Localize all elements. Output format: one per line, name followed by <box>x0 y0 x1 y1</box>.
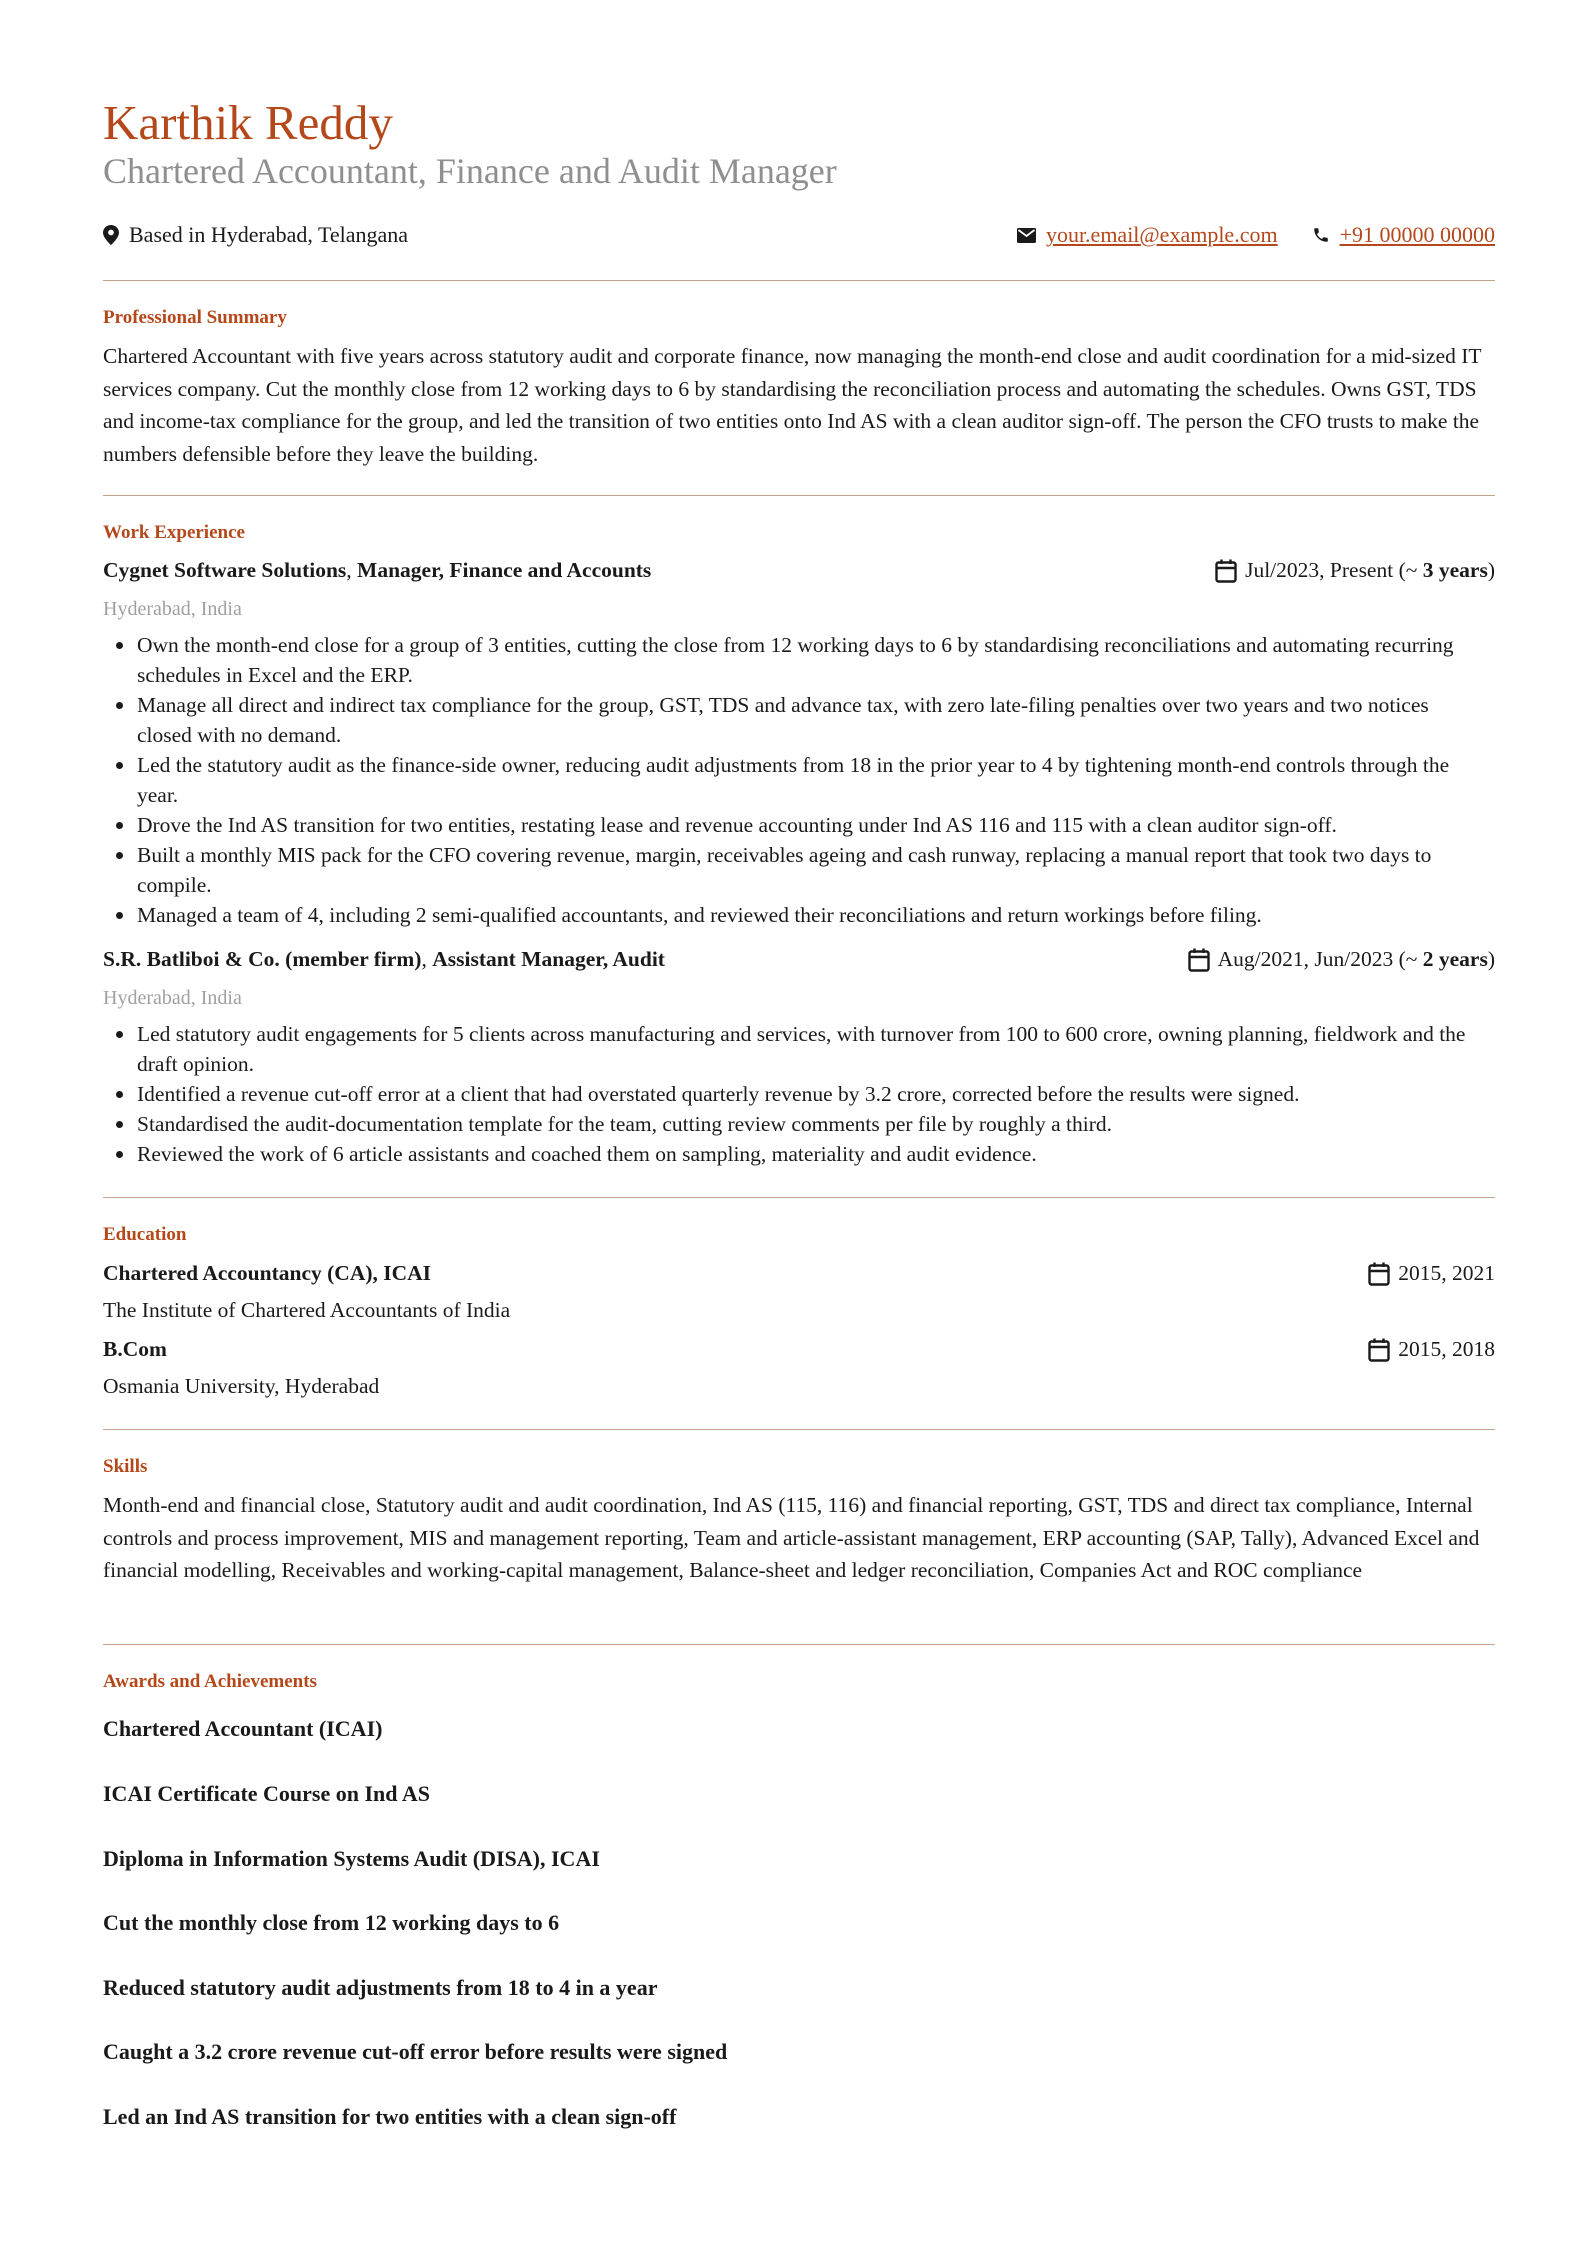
job-company: S.R. Batliboi & Co. (member firm) <box>103 947 422 971</box>
summary-text: Chartered Accountant with five years across statutory audit and corporate finance, now managing the month-end close and audit coordination for a mid-sized IT services company. Cut the monthly close from 12 working days to 6 by standardising the reconciliation process and automating the schedules. Owns GST, TDS and income-tax compliance for the group, and led the transition of two entities onto Ind AS with a clean auditor sign-off. The person the CFO trusts to make the numbers defensible before they leave the building. <box>103 344 1482 466</box>
education-heading: Education <box>103 1224 187 1245</box>
divider <box>103 1644 1495 1645</box>
skills-text: Month-end and financial close, Statutory audit and audit coordination, Ind AS (115, 116) and financial reporting, GST, TDS and direct tax compliance, Internal controls and process improvement, MIS and management reporting, Team and article-assistant management, ERP accounting (SAP, Tally), Advanced Excel and financial modelling, Receivables and working-capital management, Balance-sheet and ledger reconciliation, Companies Act and ROC compliance <box>103 1493 1480 1582</box>
summary-heading: Professional Summary <box>103 307 287 328</box>
education-header <box>103 1337 1495 1367</box>
job-company: Cygnet Software Solutions <box>103 558 347 582</box>
phone-icon <box>1312 226 1330 244</box>
map-pin-icon <box>103 225 119 245</box>
degree-name: B.Com <box>103 1337 167 1361</box>
candidate-name: Karthik Reddy <box>103 95 393 150</box>
divider <box>103 495 1495 496</box>
education-degree <box>103 1337 167 1362</box>
email-link[interactable]: your.email@example.com <box>1045 222 1278 247</box>
job-role: Assistant Manager, Audit <box>432 947 665 971</box>
job-header <box>103 558 1495 588</box>
divider <box>103 280 1495 281</box>
job-duration: 3 years <box>1422 558 1488 582</box>
education-institution: The Institute of Chartered Accountants of India <box>103 1298 511 1322</box>
award-item: Led an Ind AS transition for two entities with a clean sign-off <box>103 2104 677 2129</box>
education-date-text: 2015, 2021 <box>1398 1261 1495 1285</box>
awards-heading: Awards and Achievements <box>103 1671 317 1692</box>
award-item: Chartered Accountant (ICAI) <box>103 1716 383 1741</box>
job-dates <box>1188 947 1495 972</box>
job-dates <box>1215 558 1495 583</box>
divider <box>103 1197 1495 1198</box>
list-item: Reviewed the work of 6 article assistants and coached them on sampling, materiality and audit evidence. <box>103 1139 1495 1169</box>
job-title <box>103 558 651 583</box>
skills-heading: Skills <box>103 1456 148 1477</box>
candidate-title: Chartered Accountant, Finance and Audit Manager <box>103 151 837 191</box>
location-text: Based in Hyderabad, Telangana <box>129 222 409 247</box>
award-item: Diploma in Information Systems Audit (DISA), ICAI <box>103 1846 600 1871</box>
list-item: Drove the Ind AS transition for two entities, restating lease and revenue accounting under Ind AS 116 and 115 with a clean auditor sign-off. <box>103 810 1495 840</box>
education-institution: Osmania University, Hyderabad <box>103 1374 380 1398</box>
job-date-text: Aug/2021, Jun/2023 (~ <box>1217 947 1423 971</box>
calendar-icon <box>1188 948 1210 972</box>
job-location: Hyderabad, India <box>103 598 242 620</box>
degree-name: Chartered Accountancy (CA), ICAI <box>103 1261 432 1285</box>
list-item: Standardised the audit-documentation template for the team, cutting review comments per file by roughly a third. <box>103 1109 1495 1139</box>
education-date-text: 2015, 2018 <box>1398 1337 1495 1361</box>
calendar-icon <box>1215 559 1237 583</box>
job-date-range <box>1218 947 1495 972</box>
job-date-close: ) <box>1487 947 1495 971</box>
calendar-icon <box>1368 1338 1390 1362</box>
job-bullets <box>103 1019 1495 1169</box>
phone-link[interactable]: +91 00000 00000 <box>1339 222 1495 247</box>
education-dates <box>1368 1337 1495 1362</box>
education-header <box>103 1261 1495 1291</box>
location <box>103 222 408 248</box>
divider <box>103 1429 1495 1430</box>
list-item: Identified a revenue cut-off error at a client that had overstated quarterly revenue by 3.2 crore, corrected before the results were signed. <box>103 1079 1495 1109</box>
list-item: Own the month-end close for a group of 3 entities, cutting the close from 12 working days to 6 by standardising reconciliations and automating recurring schedules in Excel and the ERP. <box>103 630 1495 690</box>
job-title <box>103 947 665 972</box>
education-degree <box>103 1261 431 1286</box>
list-item: Manage all direct and indirect tax compliance for the group, GST, TDS and advance tax, with zero late-filing penalties over two years and two notices closed with no demand. <box>103 690 1495 750</box>
calendar-icon <box>1368 1262 1390 1286</box>
job-duration: 2 years <box>1422 947 1488 971</box>
award-item: ICAI Certificate Course on Ind AS <box>103 1781 430 1806</box>
job-role: Manager, Finance and Accounts <box>357 558 652 582</box>
envelope-icon <box>1017 228 1036 243</box>
experience-heading: Work Experience <box>103 522 245 543</box>
job-date-range <box>1245 558 1495 583</box>
award-item: Caught a 3.2 crore revenue cut-off error before results were signed <box>103 2039 728 2064</box>
education-dates <box>1368 1261 1495 1286</box>
list-item: Built a monthly MIS pack for the CFO covering revenue, margin, receivables ageing and cash runway, replacing a manual report that took two days to compile. <box>103 840 1495 900</box>
job-location: Hyderabad, India <box>103 987 242 1009</box>
list-item: Led statutory audit engagements for 5 clients across manufacturing and services, with turnover from 100 to 600 crore, owning planning, fieldwork and the draft opinion. <box>103 1019 1495 1079</box>
award-item: Reduced statutory audit adjustments from 18 to 4 in a year <box>103 1975 658 2000</box>
award-item: Cut the monthly close from 12 working days to 6 <box>103 1910 560 1935</box>
job-sep: , <box>346 558 358 582</box>
job-header <box>103 947 1495 977</box>
contact-row <box>103 222 1495 252</box>
job-bullets <box>103 630 1495 930</box>
job-date-close: ) <box>1487 558 1495 582</box>
job-date-text: Jul/2023, Present (~ <box>1245 558 1423 582</box>
contact-links <box>1017 222 1495 248</box>
list-item: Led the statutory audit as the finance-side owner, reducing audit adjustments from 18 in the prior year to 4 by tightening month-end controls through the year. <box>103 750 1495 810</box>
job-sep: , <box>421 947 433 971</box>
list-item: Managed a team of 4, including 2 semi-qualified accountants, and reviewed their reconciliations and return workings before filing. <box>103 900 1495 930</box>
